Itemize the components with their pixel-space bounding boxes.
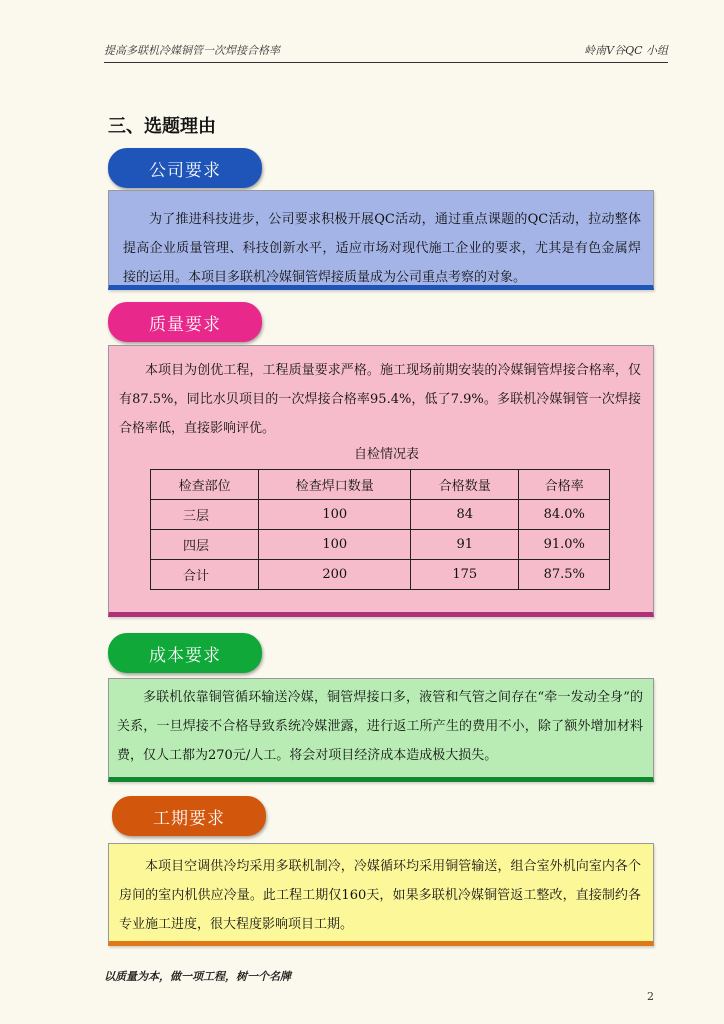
section-box-cost (108, 678, 654, 782)
table-row (151, 530, 610, 560)
table-cell: 100 (259, 500, 411, 530)
column-header: 合格数量 (411, 470, 519, 500)
section-box-schedule (108, 843, 654, 946)
table-caption: 自检情况表 (354, 447, 420, 462)
table-cell: 91.0% (519, 530, 610, 560)
page-number: 2 (647, 990, 654, 1003)
table-cell: 84.0% (519, 500, 610, 530)
section-label: 质量要求 (149, 314, 221, 335)
section-text: 本项目空调供冷均采用多联机制冷，冷媒循环均采用铜管输送，组合室外机向室内各个房间的室内机供应冷量。此工程工期仅160天，如果多联机冷媒铜管返工整改，直接制约各专业施工进度，很大程度影响项目工期。 (119, 859, 641, 932)
table-cell: 四层 (151, 530, 259, 560)
section-label: 工期要求 (153, 808, 225, 829)
table-cell: 三层 (151, 500, 259, 530)
section-pill-cost (108, 633, 262, 673)
section-label: 公司要求 (149, 160, 221, 181)
table-row (151, 560, 610, 590)
table-cell: 合计 (151, 560, 259, 590)
table-cell: 175 (411, 560, 519, 590)
team-name: 岭南V谷QC 小组 (584, 44, 668, 57)
column-header: 检查部位 (151, 470, 259, 500)
section-label: 成本要求 (149, 645, 221, 666)
footer-slogan: 以质量为本，做一项工程，树一个名牌 (104, 970, 291, 983)
table-cell: 200 (259, 560, 411, 590)
section-text: 为了推进科技进步，公司要求积极开展QC活动，通过重点课题的QC活动，拉动整体提高企业质量管理、科技创新水平，适应市场对现代施工企业的要求，尤其是有色金属焊接的运用。本项目多联机冷媒铜管焊接质量成为公司重点考察的对象。 (123, 212, 641, 285)
document-title: 提高多联机冷媒铜管一次焊接合格率 (104, 44, 280, 57)
table-row (151, 500, 610, 530)
page-header (104, 40, 668, 63)
table-cell: 87.5% (519, 560, 610, 590)
table-cell: 84 (411, 500, 519, 530)
column-header: 检查焊口数量 (259, 470, 411, 500)
section-pill-schedule (112, 796, 266, 836)
section-box-company (108, 190, 654, 290)
section-text: 本项目为创优工程，工程质量要求严格。施工现场前期安装的冷媒铜管焊接合格率，仅有87.5%，同比水贝项目的一次焊接合格率95.4%，低了7.9%。多联机冷媒铜管一次焊接合格率低，直接影响评优。 (119, 363, 641, 436)
column-header: 合格率 (519, 470, 610, 500)
table-header-row (151, 470, 610, 500)
section-pill-quality (108, 302, 262, 342)
self-check-table (150, 469, 610, 590)
section-title: 三、选题理由 (108, 116, 216, 137)
section-text: 多联机依靠铜管循环输送冷媒，铜管焊接口多，液管和气管之间存在“牵一发动全身”的关系，一旦焊接不合格导致系统冷媒泄露，进行返工所产生的费用不小，除了额外增加材料费，仅人工都为270元/人工。将会对项目经济成本造成极大损失。 (117, 690, 643, 763)
table-cell: 91 (411, 530, 519, 560)
section-pill-company (108, 148, 262, 188)
table-cell: 100 (259, 530, 411, 560)
